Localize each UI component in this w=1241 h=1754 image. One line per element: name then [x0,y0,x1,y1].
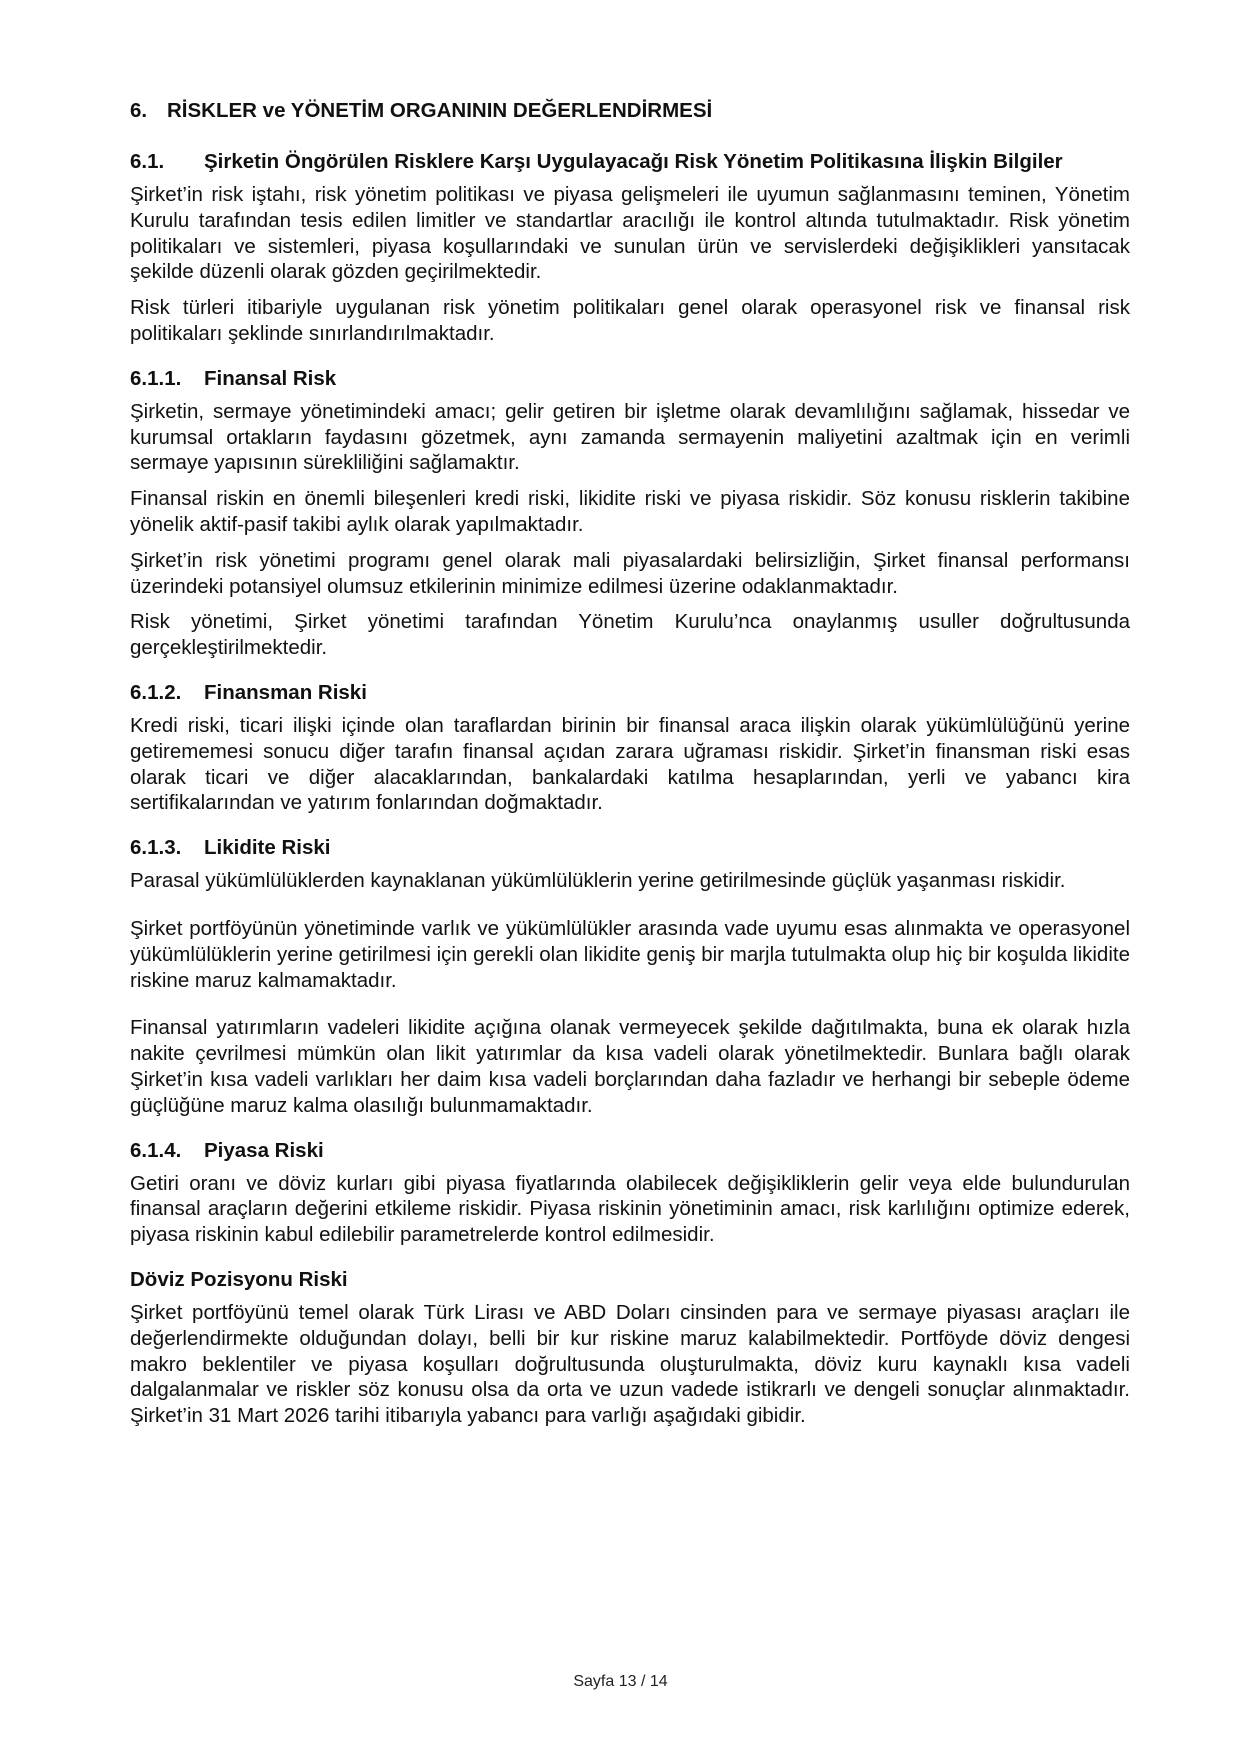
section-6-1-3-heading [130,835,1130,860]
section-6-1-3-title: Likidite Riski [204,836,331,860]
section-6-1-1-paragraph: Şirket’in risk yönetimi programı genel olarak mali piyasalardaki belirsizliğin, Şirket finansal performansı üzerindeki potansiyel olumsuz etkilerinin minimize edilmesi üzerine odaklanmaktadır. [130,548,1130,598]
section-6-1-4-title: Piyasa Riski [204,1138,324,1162]
section-6-1-number: 6.1. [130,150,165,173]
section-6-1-1-paragraph: Finansal riskin en önemli bileşenleri kredi riski, likidite riski ve piyasa riskidir. Söz konusu risklerin takibine yönelik aktif-pasif takibi aylık olarak yapılmaktadır. [130,487,1130,536]
section-6-1-4-paragraph: Getiri oranı ve döviz kurları gibi piyasa fiyatlarında olabilecek değişikliklerin gelir veya elde bulundurulan finansal araçların değerini etkileme riskidir. Piyasa riskinin yönetiminin amacı, risk karlılığını optimize ederek, piyasa riskinin kabul edilebilir parametrelerde kontrol edilmesidir. [130,1171,1130,1247]
page-number-footer: Sayfa 13 / 14 [573,1673,668,1690]
section-6-1-2-title: Finansman Riski [204,680,367,704]
section-6-title: RİSKLER ve YÖNETİM ORGANININ DEĞERLENDİRMESİ [167,99,713,122]
section-6-1-1-heading [130,366,1130,391]
section-6-1-title: Şirketin Öngörülen Risklere Karşı Uygulayacağı Risk Yönetim Politikasına İlişkin Bilgiler [204,150,1063,173]
section-6-1-1-paragraph: Şirketin, sermaye yönetimindeki amacı; gelir getiren bir işletme olarak devamlılığını sağlamak, hissedar ve kurumsal ortakların faydasını gözetmek, aynı zamanda sermayenin maliyetini azaltmak için en verimli sermaye yapısının sürekliliğini sağlamaktır. [130,399,1130,475]
doviz-pozisyonu-heading [130,1267,1130,1292]
section-6-1-heading [130,149,1130,174]
doviz-pozisyonu-title: Döviz Pozisyonu Riski [130,1267,348,1291]
section-6-1-1-title: Finansal Risk [204,366,337,390]
section-6-1-paragraph: Risk türleri itibariyle uygulanan risk yönetim politikaları genel olarak operasyonel risk ve finansal risk politikaları şeklinde sınırlandırılmaktadır. [130,296,1130,345]
document-page [130,98,1130,1439]
doviz-pozisyonu-paragraph: Şirket portföyünü temel olarak Türk Lirası ve ABD Doları cinsinden para ve sermaye piyasası araçları ile değerlendirmekte olduğundan dolayı, belli bir kur riskine maruz kalabilmektedir. Portföyde döviz dengesi makro beklentiler ve piyasa koşulları doğrultusunda oluşturulmakta, döviz kuru kaynaklı kısa vadeli dalgalanmalar ve riskler söz konusu olsa da orta ve uzun vadede istikrarlı ve dengeli sonuçlar alınmaktadır. Şirket’in 31 Mart 2026 tarihi itibarıyla yabancı para varlığı aşağıdaki gibidir. [130,1300,1130,1428]
section-6-1-4-number: 6.1.4. [130,1138,182,1162]
section-6-heading [130,98,1130,123]
section-6-1-3-paragraph: Finansal yatırımların vadeleri likidite açığına olanak vermeyecek şekilde dağıtılmakta, buna ek olarak hızla nakite çevrilmesi mümkün olan likit yatırımlar da kısa vadeli olarak yönetilmektedir. Bunlara bağlı olarak Şirket’in kısa vadeli varlıkları her daim kısa vadeli borçlarından daha fazladır ve herhangi bir sebeple ödeme güçlüğüne maruz kalma olasılığı bulunmamaktadır. [130,1016,1130,1117]
section-6-1-3-number: 6.1.3. [130,836,182,860]
section-6-1-4-heading [130,1138,1130,1163]
section-6-1-1-number: 6.1.1. [130,366,182,390]
section-6-1-1-paragraph: Risk yönetimi, Şirket yönetimi tarafından Yönetim Kurulu’nca onaylanmış usuller doğrultusunda gerçekleştirilmektedir. [130,610,1130,660]
section-6-number: 6. [130,99,148,122]
section-6-1-3-paragraph: Parasal yükümlülüklerden kaynaklanan yükümlülüklerin yerine getirilmesinde güçlük yaşanması riskidir. [130,869,1066,893]
section-6-1-3-paragraph: Şirket portföyünün yönetiminde varlık ve yükümlülükler arasında vade uyumu esas alınmakta ve operasyonel yükümlülüklerin yerine getirilmesi için gerekli olan likidite geniş bir marjla tutulmakta olup hiç bir koşulda likidite riskine maruz kalmamaktadır. [130,916,1130,992]
section-6-1-2-number: 6.1.2. [130,680,182,704]
section-6-1-2-heading [130,680,1130,705]
section-6-1-paragraph: Şirket’in risk iştahı, risk yönetim politikası ve piyasa gelişmeleri ile uyumun sağlanmasını teminen, Yönetim Kurulu tarafından tesis edilen limitler ve standartlar aracılığı ile kontrol altında tutulmaktadır. Risk yönetim politikaları ve sistemleri, piyasa koşullarındaki ve sunulan ürün ve servislerdeki değişiklikleri yansıtacak şekilde düzenli olarak gözden geçirilmektedir. [130,183,1130,284]
section-6-1-2-paragraph: Kredi riski, ticari ilişki içinde olan taraflardan birinin bir finansal araca ilişkin olarak yükümlülüğünü yerine getirememesi sonucu diğer tarafın finansal açıdan zarara uğraması riskidir. Şirket’in finansman riski esas olarak ticari ve diğer alacaklarından, bankalardaki katılma hesaplarından, yerli ve yabancı kira sertifikalarından ve yatırım fonlarından doğmaktadır. [130,713,1130,815]
